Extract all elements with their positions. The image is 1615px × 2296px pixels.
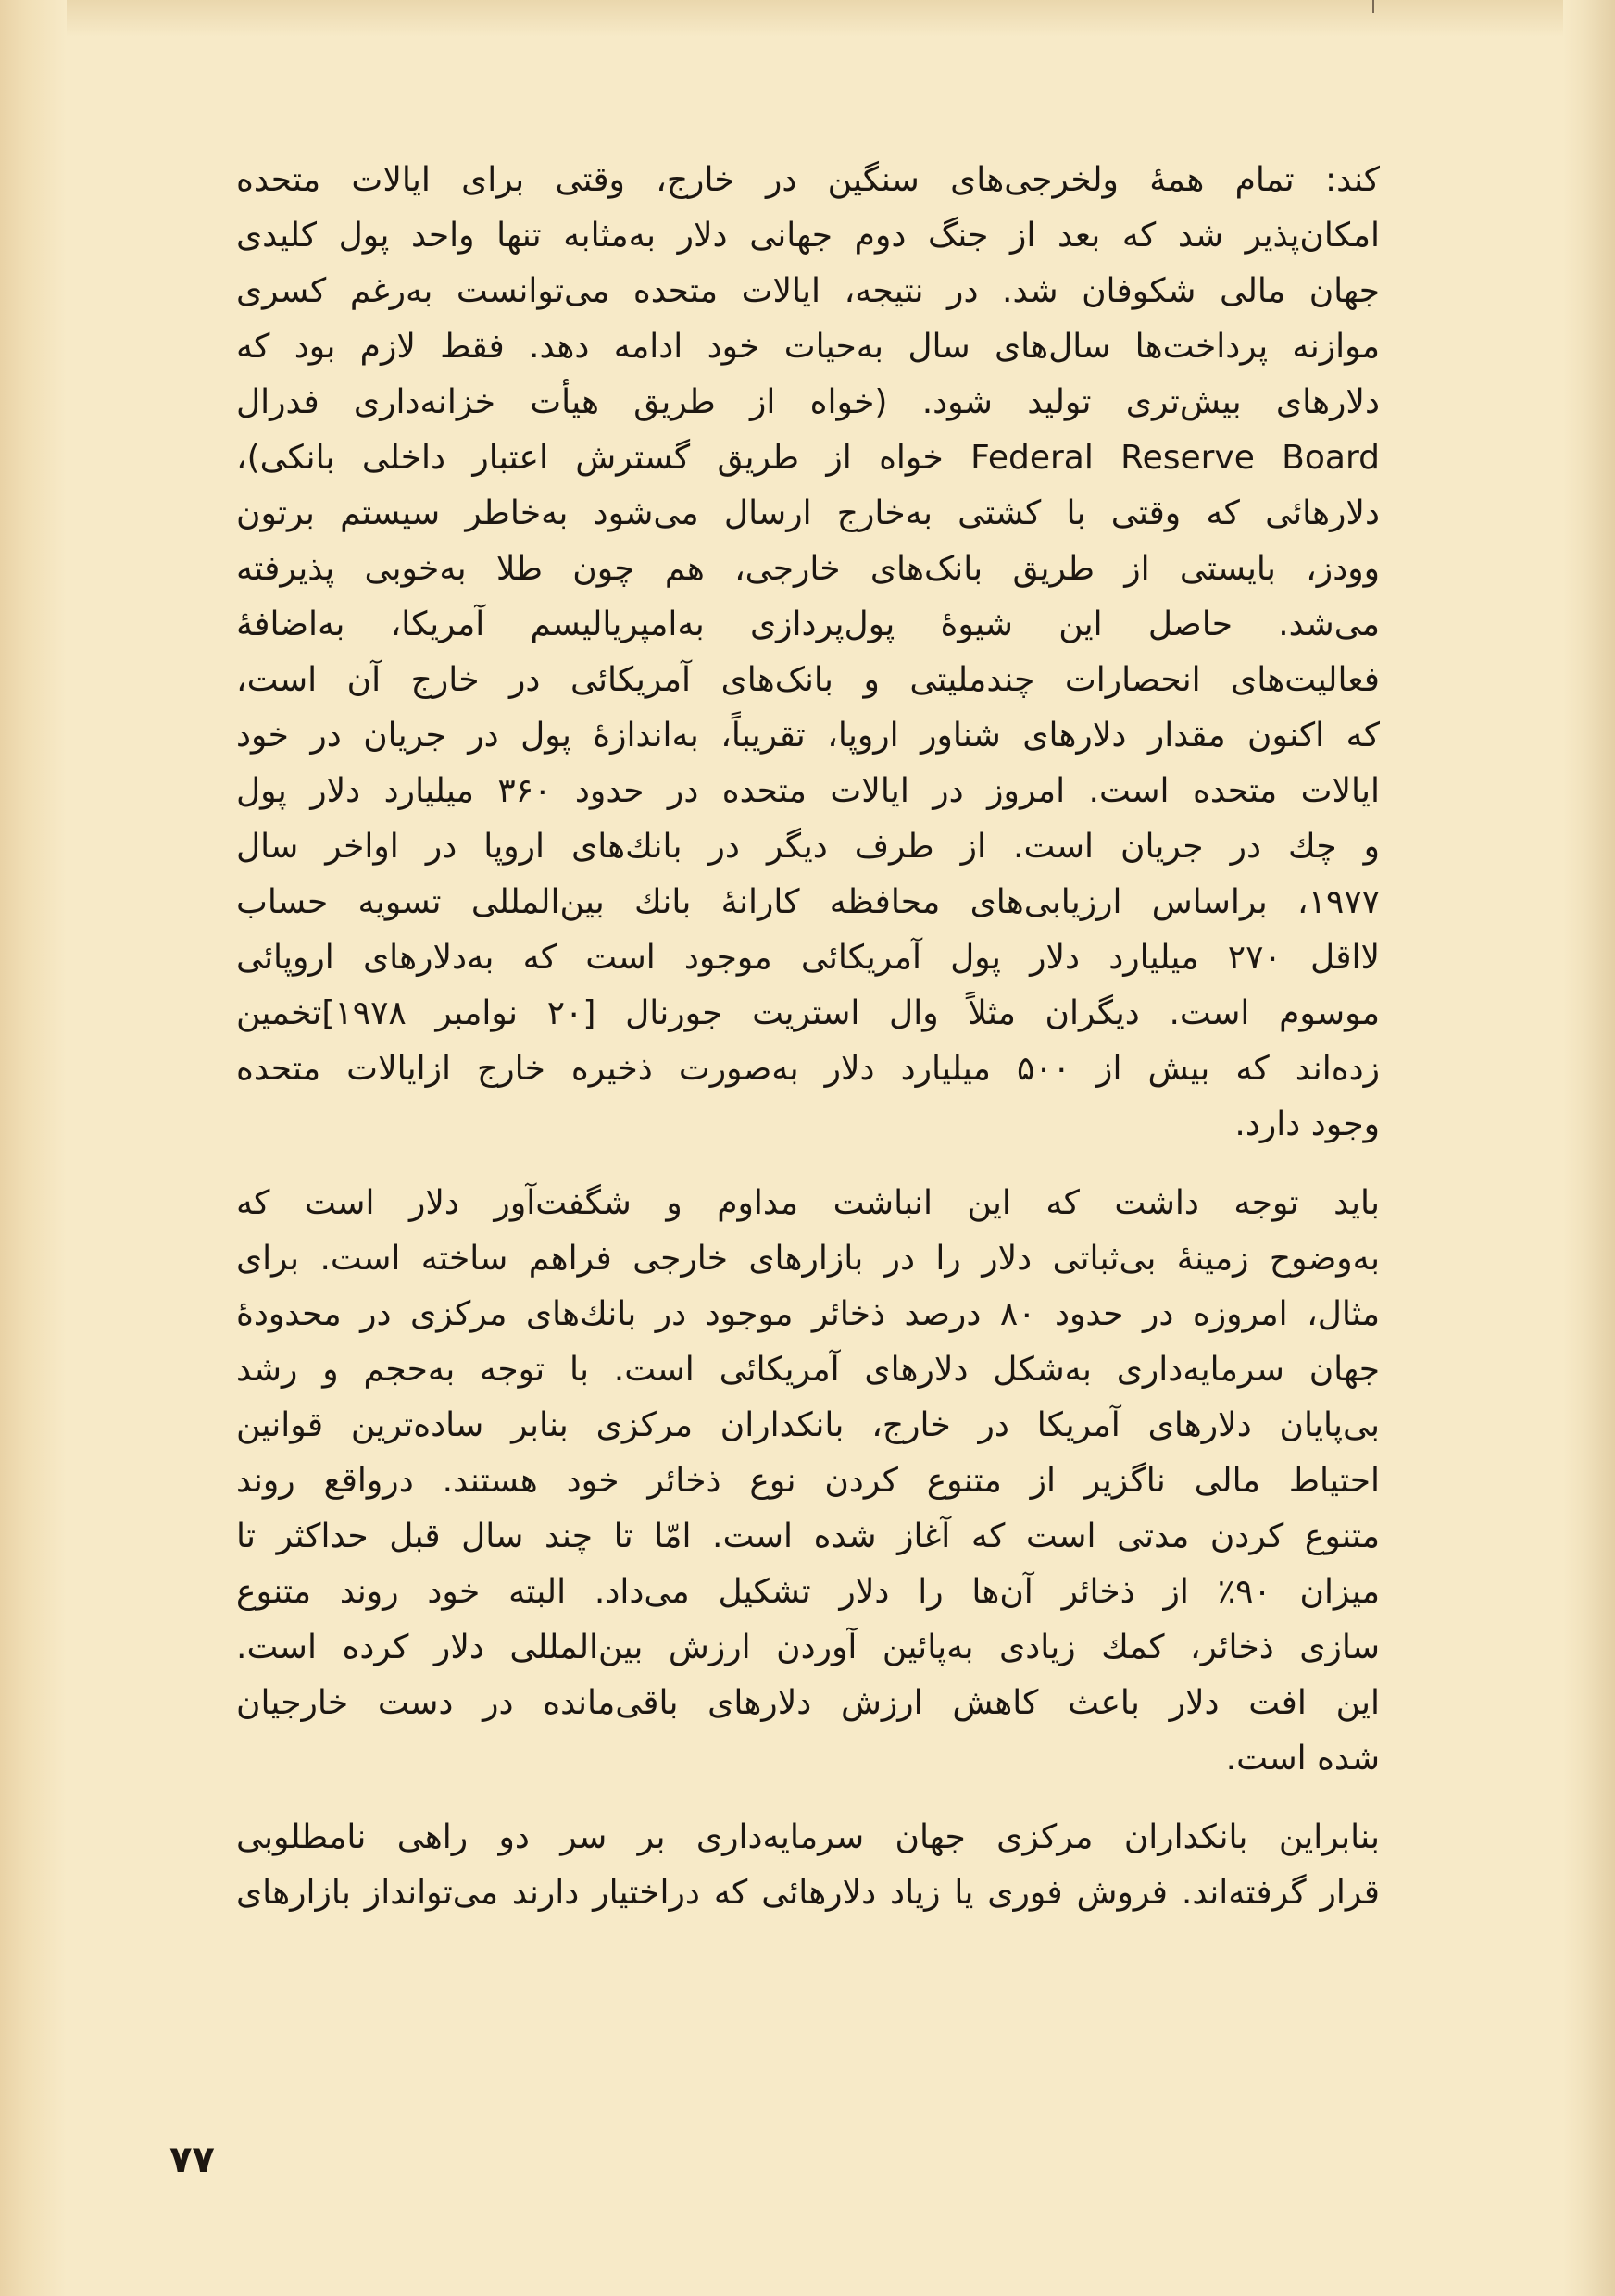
paragraph-1 bbox=[236, 153, 1380, 1153]
text-line: امکان‌پذیر شد که بعد از جنگ دوم جهانی دلار به‌مثابه تنها واحد پول کلیدی bbox=[236, 217, 1380, 255]
text-line: باید توجه داشت که این انباشت مداوم و شگفت‌آور دلار است که bbox=[236, 1184, 1380, 1222]
paragraph-2 bbox=[236, 1176, 1380, 1787]
paragraph-spacer bbox=[236, 1153, 1380, 1176]
text-line: قرار گرفته‌اند. فروش فوری یا زیاد دلارهائی که دراختیار دارند می‌توانداز بازارهای bbox=[236, 1874, 1380, 1912]
text-line: جهان سرمایه‌داری به‌شکل دلارهای آمریکائی است. با توجه به‌حجم و رشد bbox=[236, 1351, 1380, 1389]
text-line: Federal Reserve Board خواه از طریق گسترش اعتبار داخلی بانکی)، bbox=[236, 439, 1380, 477]
text-line: مثال، امروزه در حدود ۸۰ درصد ذخائر موجود در بانك‌های مرکزی در محدودهٔ bbox=[236, 1295, 1380, 1333]
text-line: که اکنون مقدار دلارهای شناور اروپا، تقریباً، به‌اندازهٔ پول در جریان در خود bbox=[236, 717, 1380, 755]
paper-right-edge bbox=[1563, 0, 1615, 2296]
text-line: ۱۹۷۷، براساس ارزیابی‌های محافظه کارانهٔ بانك بین‌المللی تسویه حساب bbox=[236, 883, 1380, 921]
text-line: میزان ۹۰٪ از ذخائر آن‌ها را دلار تشکیل می‌داد. البته خود روند متنوع bbox=[236, 1573, 1380, 1611]
text-line: جهان مالی شکوفان شد. در نتیجه، ایالات متحده می‌توانست به‌رغم کسری bbox=[236, 272, 1380, 310]
text-line: ایالات متحده است. امروز در ایالات متحده در حدود ۳۶۰ میلیارد دلار پول bbox=[236, 772, 1380, 810]
paragraph-3 bbox=[236, 1810, 1380, 1921]
text-line: زده‌اند که بیش از ۵۰۰ میلیارد دلار به‌صورت ذخیره خارج ازایالات متحده bbox=[236, 1050, 1380, 1088]
text-line: دلارهائی که وقتی با کشتی به‌خارج ارسال می‌شود به‌خاطر سیستم برتون bbox=[236, 494, 1380, 532]
text-line: وودز، بایستی از طریق بانک‌های خارجی، هم چون طلا به‌خوبی پذیرفته bbox=[236, 550, 1380, 588]
paragraph-spacer bbox=[236, 1787, 1380, 1810]
text-line: لااقل ۲۷۰ میلیارد دلار پول آمریکائی موجود است که به‌دلارهای اروپائی bbox=[236, 939, 1380, 977]
text-line: بنابراین بانکداران مرکزی جهان سرمایه‌داری بر سر دو راهی نامطلوبی bbox=[236, 1818, 1380, 1856]
text-line: بی‌پایان دلارهای آمریکا در خارج، بانکداران مرکزی بنابر ساده‌ترین قوانین bbox=[236, 1406, 1380, 1444]
text-line: این افت دلار باعث کاهش ارزش دلارهای باقی‌مانده در دست خارجیان bbox=[236, 1684, 1380, 1722]
text-line: متنوع کردن مدتی است که آغاز شده است. امّا تا چند سال قبل حداکثر تا bbox=[236, 1517, 1380, 1555]
text-line: شده است. bbox=[1225, 1740, 1380, 1778]
text-line: موسوم است. دیگران مثلاً وال استریت جورنال [۲۰ نوامبر ۱۹۷۸]تخمین bbox=[236, 994, 1380, 1032]
text-line: موازنه پرداخت‌ها سال‌های سال به‌حیات خود ادامه دهد. فقط لازم بود که bbox=[236, 328, 1380, 366]
text-line: فعالیت‌های انحصارات چندملیتی و بانک‌های آمریکائی در خارج آن است، bbox=[236, 661, 1380, 699]
paper-left-edge bbox=[0, 0, 67, 2296]
text-line: کند: تمام همهٔ ولخرجی‌های سنگین در خارج، وقتی برای ایالات متحده bbox=[236, 161, 1380, 199]
text-line: وجود دارد. bbox=[1234, 1105, 1380, 1143]
page-number: ۷۷ bbox=[169, 2139, 215, 2181]
crop-mark bbox=[1372, 0, 1383, 13]
text-line: احتیاط مالی ناگزیر از متنوع کردن نوع ذخائر خود هستند. درواقع روند bbox=[236, 1462, 1380, 1500]
text-line: می‌شد. حاصل این شیوهٔ پول‌پردازی به‌امپریالیسم آمریکا، به‌اضافهٔ bbox=[236, 605, 1380, 643]
body-text bbox=[236, 153, 1380, 1921]
text-line: دلارهای بیش‌تری تولید شود. (خواه از طریق هیأت خزانه‌داری فدرال bbox=[236, 383, 1380, 421]
text-line: سازی ذخائر، کمك زیادی به‌پائین آوردن ارزش بین‌المللی دلار کرده است. bbox=[236, 1628, 1380, 1666]
text-line: و چك در جریان است. از طرف دیگر در بانك‌های اروپا در اواخر سال bbox=[236, 828, 1380, 866]
text-line: به‌وضوح زمینهٔ بی‌ثباتی دلار را در بازارهای خارجی فراهم ساخته است. برای bbox=[236, 1240, 1380, 1278]
